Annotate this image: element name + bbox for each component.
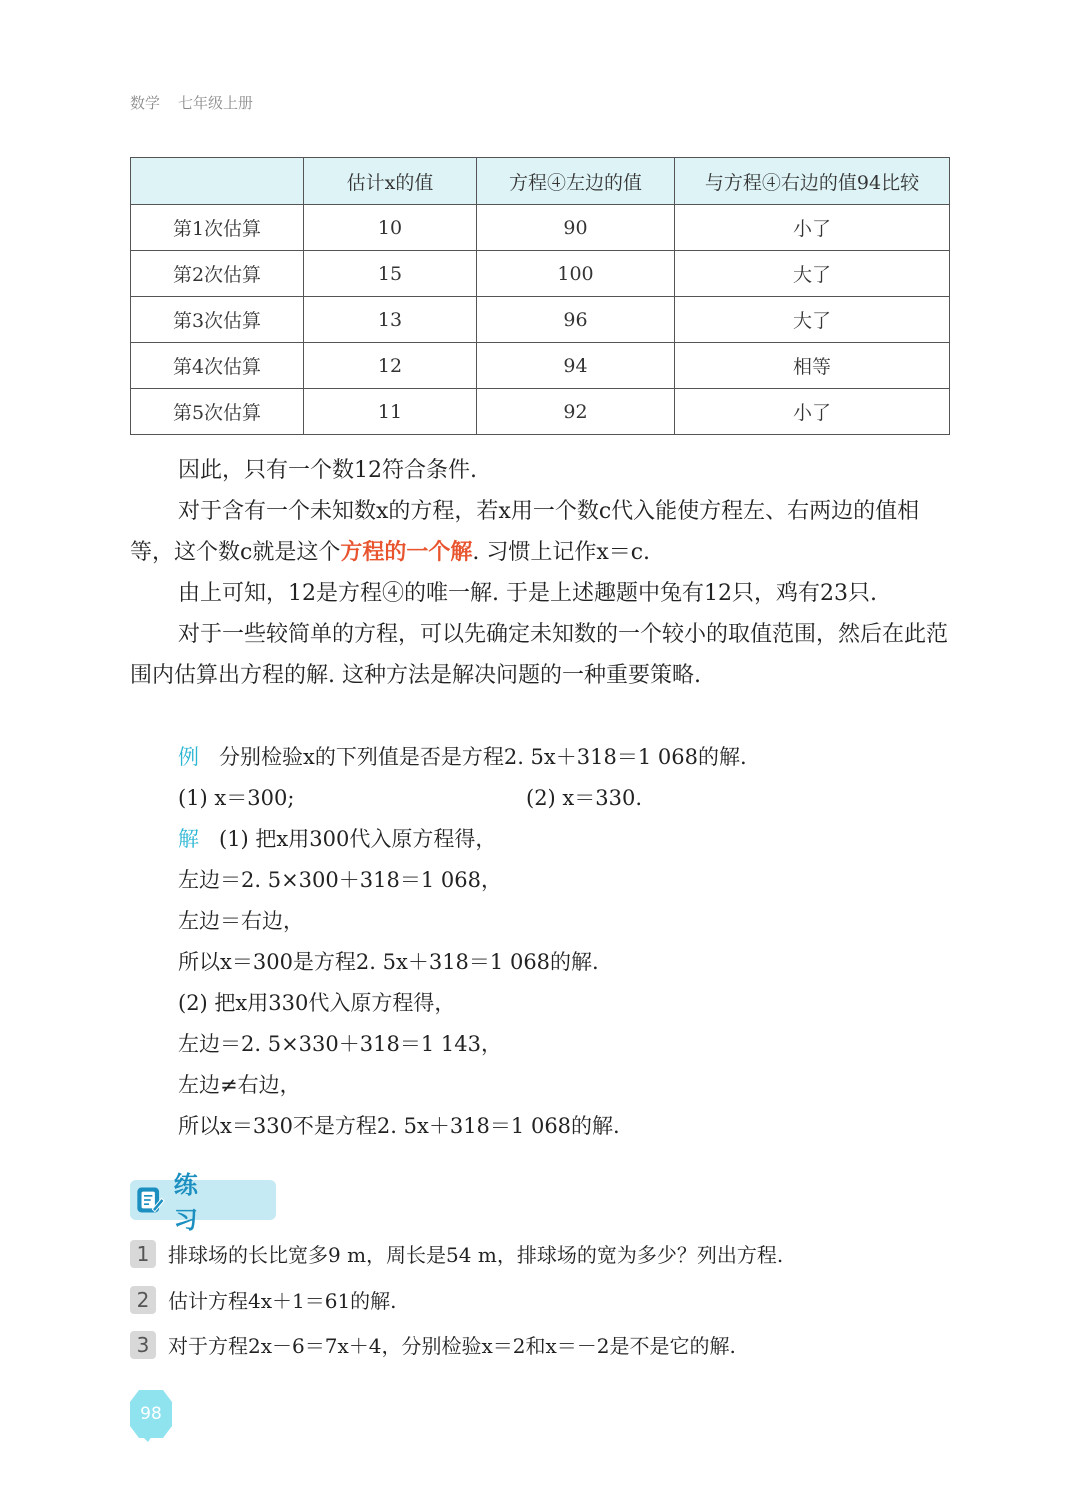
table-header-cell [131,158,304,205]
table-cell: 92 [477,389,675,435]
practice-label: 练 习 [173,1171,220,1234]
table-cell: 第4次估算 [131,343,304,389]
table-cell: 15 [304,251,477,297]
exercise-item [130,1330,960,1359]
estimation-table [130,157,950,435]
exercise-text: 估计方程4x＋1＝61的解. [168,1289,397,1313]
table-cell: 12 [304,343,477,389]
exercise-number: 1 [130,1240,156,1268]
solution-line: 所以x＝330不是方程2. 5x＋318＝1 068的解. [178,1114,620,1138]
exercise-text: 对于方程2x－6＝7x＋4，分别检验x＝2和x＝－2是不是它的解. [168,1334,736,1358]
body-paragraphs [130,450,950,696]
header-grade: 七年级上册 [178,94,254,112]
header-subject: 数学 [130,94,161,112]
exercise-item [130,1285,960,1314]
table-cell: 相等 [675,343,950,389]
table-header-cell: 与方程④右边的值94比较 [675,158,950,205]
page-header [130,92,253,113]
table-cell: 100 [477,251,675,297]
exercise-text: 排球场的长比宽多9 m，周长是54 m，排球场的宽为多少？列出方程. [168,1243,784,1267]
table-cell: 94 [477,343,675,389]
example-part-1: (1) x＝300; [178,786,295,810]
solution-line: 左边＝2. 5×330＋318＝1 143， [178,1032,502,1056]
table-cell: 第2次估算 [131,251,304,297]
paragraph-definition [130,491,950,573]
example-parts [178,778,958,819]
solution-line: 左边＝2. 5×300＋318＝1 068， [178,868,502,892]
table-cell: 10 [304,205,477,251]
exercise-number: 2 [130,1286,156,1314]
solution-line: 左边≠右边， [178,1073,301,1097]
table-row [131,205,950,251]
solution-tag: 解 [178,827,199,851]
paragraph: 对于一些较简单的方程，可以先确定未知数的一个较小的取值范围，然后在此范围内估算出方程的解. 这种方法是解决问题的一种重要策略. [130,622,949,688]
table-header-cell: 估计x的值 [304,158,477,205]
table-cell: 小了 [675,389,950,435]
table-cell: 90 [477,205,675,251]
solution-text: (1) 把x用300代入原方程得， [219,827,497,851]
table-cell: 96 [477,297,675,343]
table-cell: 11 [304,389,477,435]
table-cell: 大了 [675,251,950,297]
example-question [178,737,958,778]
solution-term: 方程的一个解 [340,540,473,565]
exercise-item [130,1239,960,1268]
example-part-2: (2) x＝330. [526,786,643,810]
example-question-text: 分别检验x的下列值是否是方程2. 5x＋318＝1 068的解. [219,745,747,769]
table-cell: 第5次估算 [131,389,304,435]
notebook-pencil-icon [134,1181,166,1219]
solution-line: 所以x＝300是方程2. 5x＋318＝1 068的解. [178,950,599,974]
table-header-cell: 方程④左边的值 [477,158,675,205]
paragraph-text: . 习惯上记作x＝c. [472,540,651,565]
table-header-row [131,158,950,205]
page-number: 98 [140,1404,162,1424]
table-row [131,389,950,435]
practice-label-box [130,1171,276,1234]
solution-line [178,819,958,860]
example-block [178,737,958,1147]
practice-heading [130,1171,276,1234]
example-tag: 例 [178,745,199,769]
exercise-number: 3 [130,1331,156,1359]
solution-line: (2) 把x用330代入原方程得， [178,991,456,1015]
table-cell: 大了 [675,297,950,343]
solution-line: 左边＝右边， [178,909,304,933]
paragraph: 因此，只有一个数12符合条件. [178,458,477,483]
table-cell: 13 [304,297,477,343]
table-row [131,343,950,389]
page-badge-shape [128,1388,174,1442]
page-number-badge [128,1388,174,1446]
table-cell: 小了 [675,205,950,251]
paragraph-text: 对于含有一个未知数x的方程，若x用一个数c代入能使方程左、右两边的值相等，这个数c就是这个 [130,499,920,565]
table-cell: 第1次估算 [131,205,304,251]
table-cell: 第3次估算 [131,297,304,343]
table-row [131,251,950,297]
paragraph: 由上可知，12是方程④的唯一解. 于是上述趣题中兔有12只，鸡有23只. [178,581,877,606]
table-row [131,297,950,343]
